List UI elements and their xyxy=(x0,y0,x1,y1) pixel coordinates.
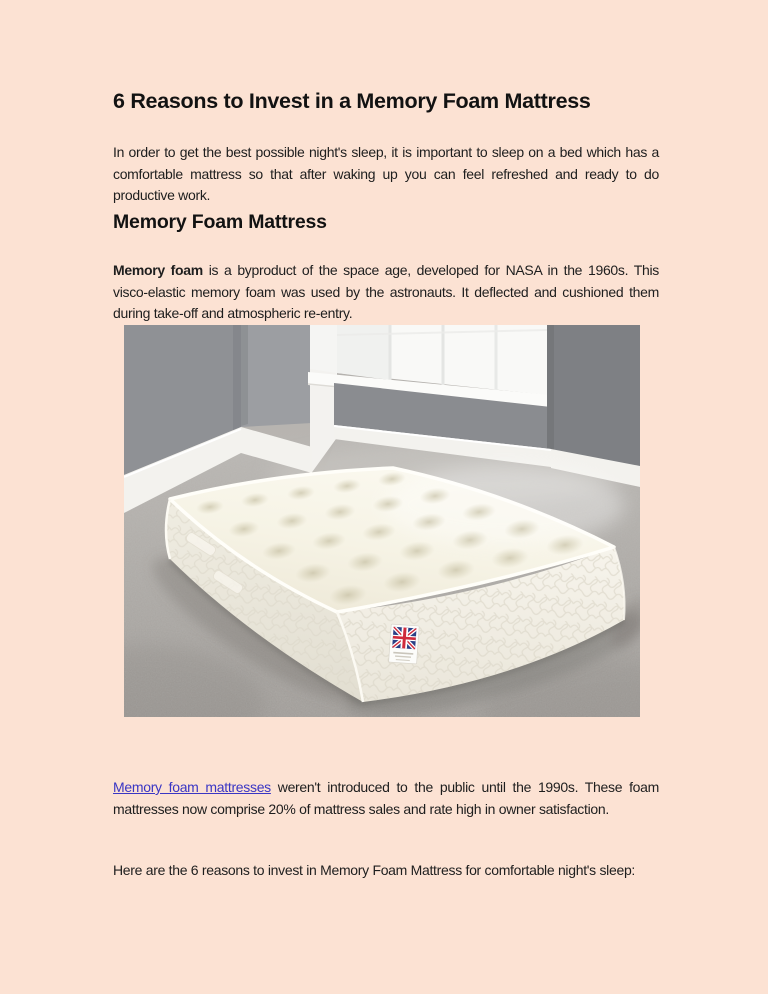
link-paragraph-rest: weren't introduced to the public until the 1990s. These foam mattresses now comprise 20% of mattress sales and rate high in owner satisfaction. xyxy=(113,779,659,817)
body-paragraph xyxy=(113,260,659,325)
body-paragraph-bold-lead: Memory foam xyxy=(113,262,203,278)
mattress-photo xyxy=(124,325,640,717)
page-title: 6 Reasons to Invest in a Memory Foam Mattress xyxy=(113,89,591,113)
section-heading: Memory Foam Mattress xyxy=(113,211,327,233)
body-paragraph-rest: is a byproduct of the space age, developed for NASA in the 1960s. This visco-elastic memory foam was used by the astronauts. It deflected and cushioned them during take-off and atmospheric re-entry. xyxy=(113,262,659,322)
window-jamb xyxy=(310,325,337,375)
right-wall xyxy=(547,325,640,468)
mattress-photo-illustration xyxy=(124,325,640,717)
link-paragraph xyxy=(113,777,659,820)
closing-line: Here are the 6 reasons to invest in Memory Foam Mattress for comfortable night's sleep: xyxy=(113,862,636,878)
intro-paragraph: In order to get the best possible night's sleep, it is important to sleep on a bed which has a comfortable mattress so that after waking up you can feel refreshed and ready to do productive work. xyxy=(113,144,659,204)
union-jack-label xyxy=(389,624,420,664)
memory-foam-mattresses-link[interactable]: Memory foam mattresses xyxy=(113,779,271,795)
